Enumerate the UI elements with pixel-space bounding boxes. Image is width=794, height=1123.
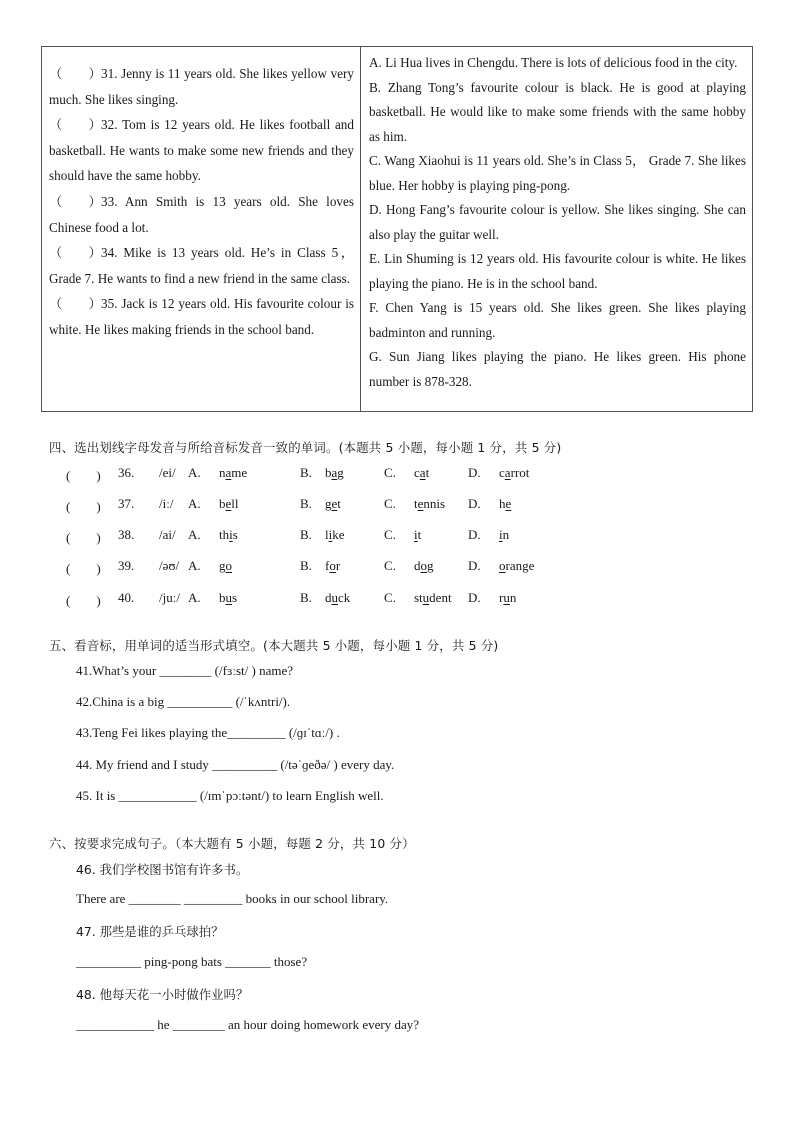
question-32: （ ）32. Tom is 12 years old. He likes football and basketball. He wants to make some new friends and they should have the same hobby. [49, 117, 354, 184]
option-label-d: D. [468, 465, 481, 480]
section-6-heading: 六、按要求完成句子。（本大题有 5 小题，每题 2 分，共 10 分） [49, 836, 415, 851]
word-part: ll [231, 496, 239, 511]
option-word-d [499, 558, 534, 574]
option-word-a [219, 558, 232, 574]
question-35: （ ）35. Jack is 12 years old. His favourite colour is white. He likes making friends in the school band. [49, 296, 354, 337]
word-part: ke [332, 527, 345, 542]
word-part: me [231, 465, 248, 480]
answer-paren: ( ) [66, 499, 101, 514]
option-label-d: D. [468, 527, 481, 542]
word-part: h [499, 496, 506, 511]
word-part: st [414, 590, 423, 605]
option-label-c: C. [384, 558, 396, 573]
option-word-d [499, 465, 529, 481]
option-c: C. Wang Xiaohui is 11 years old. She’s in Class 5， Grade 7. She likes blue. Her hobby is playing ping-pong. [369, 153, 746, 193]
section-5-heading: 五、看音标，用单词的适当形式填空。(本大题共 5 小题，每小题 1 分，共 5 分) [49, 638, 499, 653]
option-word-d [499, 496, 511, 512]
option-d: D. Hong Fang’s favourite colour is yellow. She likes singing. She can also play the guitar well. [369, 202, 746, 242]
word-part: c [414, 465, 420, 480]
option-word-c [414, 527, 421, 543]
word-part: n [219, 465, 226, 480]
word-part: b [219, 496, 226, 511]
word-part: dent [429, 590, 452, 605]
underlined-letter: u [422, 590, 430, 605]
word-part: s [232, 590, 238, 605]
word-part: g [219, 558, 226, 573]
question-number: 37. [118, 496, 135, 511]
word-part: r [335, 558, 341, 573]
word-part: b [219, 590, 226, 605]
option-label-c: C. [384, 496, 396, 511]
question-42: 42.China is a big __________ (/ˈkʌntri/). [76, 694, 291, 709]
question-46-english: There are ________ _________ books in our school library. [76, 891, 389, 906]
answer-paren: ( ) [66, 530, 101, 545]
word-part: g [337, 465, 344, 480]
option-g: G. Sun Jiang likes playing the piano. He likes green. His phone number is 878-328. [369, 349, 746, 389]
underlined-letter: o [420, 558, 427, 573]
word-part: range [505, 558, 535, 573]
option-label-a: A. [188, 590, 201, 605]
underlined-letter: e [225, 496, 232, 511]
option-word-b [325, 590, 350, 606]
answer-paren: ( ) [66, 561, 101, 576]
matching-options [361, 47, 752, 411]
word-part: t [425, 465, 430, 480]
option-label-c: C. [384, 590, 396, 605]
matching-table [41, 46, 753, 412]
question-46-chinese: 46. 我们学校图书馆有许多书。 [76, 862, 249, 877]
option-label-c: C. [384, 527, 396, 542]
question-45: 45. It is ____________ (/ɪmˈpɔːtənt/) to learn English well. [76, 788, 384, 803]
option-word-a [219, 465, 247, 481]
word-part: g [427, 558, 434, 573]
question-48-chinese: 48. 他每天花一小时做作业吗？ [76, 987, 249, 1002]
option-word-a [219, 527, 238, 543]
word-part: t [337, 496, 341, 511]
option-word-d [499, 527, 509, 543]
phonetic-symbol: /əʊ/ [159, 558, 180, 573]
question-31: （ ）31. Jenny is 11 years old. She likes yellow very much. She likes singing. [49, 66, 354, 107]
underlined-letter: o [499, 558, 506, 573]
option-word-d [499, 590, 516, 606]
underlined-letter: o [329, 558, 336, 573]
option-word-b [325, 558, 340, 574]
option-word-a [219, 496, 239, 512]
underlined-letter: e [417, 496, 424, 511]
question-number: 36. [118, 465, 135, 480]
underlined-letter: u [503, 590, 510, 605]
word-part: n [509, 590, 517, 605]
word-part: l [325, 527, 329, 542]
option-f: F. Chen Yang is 15 years old. She likes green. She likes playing badminton and running. [369, 300, 746, 340]
option-label-a: A. [188, 496, 201, 511]
option-word-b [325, 465, 344, 481]
option-label-a: A. [188, 465, 201, 480]
question-number: 40. [118, 590, 135, 605]
option-label-b: B. [300, 496, 312, 511]
option-a: A. Li Hua lives in Chengdu. There is lots of delicious food in the city. [369, 55, 738, 70]
word-part: d [325, 590, 332, 605]
word-part: s [232, 527, 238, 542]
underlined-letter: e [505, 496, 512, 511]
underlined-letter: e [331, 496, 338, 511]
underlined-letter: a [225, 465, 232, 480]
question-number: 39. [118, 558, 135, 573]
phonetic-symbol: /juː/ [159, 590, 180, 605]
word-part: nnis [423, 496, 446, 511]
option-word-b [325, 527, 345, 543]
option-word-c [414, 465, 429, 481]
question-33: （ ）33. Ann Smith is 13 years old. She loves Chinese food a lot. [49, 193, 354, 235]
underlined-letter: a [331, 465, 338, 480]
phonetic-symbol: /iː/ [159, 496, 174, 511]
question-41: 41.What’s your ________ (/fɜːst/ ) name? [76, 663, 294, 678]
option-label-b: B. [300, 558, 312, 573]
option-label-c: C. [384, 465, 396, 480]
question-34: （ ）34. Mike is 13 years old. He’s in Class 5，Grade 7. He wants to find a new friend in the same class. [49, 245, 354, 286]
word-part: ck [338, 590, 351, 605]
option-label-d: D. [468, 558, 481, 573]
option-label-a: A. [188, 527, 201, 542]
phonetic-symbol: /ai/ [159, 527, 176, 542]
option-label-d: D. [468, 496, 481, 511]
option-word-c [414, 496, 445, 512]
underlined-letter: o [225, 558, 232, 573]
word-part: t [417, 527, 422, 542]
question-43: 43.Teng Fei likes playing the_________ (/ɡɪˈtɑː/) . [76, 725, 340, 740]
underlined-letter: u [331, 590, 338, 605]
underlined-letter: i [328, 527, 333, 542]
option-label-a: A. [188, 558, 201, 573]
word-part: rrot [510, 465, 530, 480]
option-word-b [325, 496, 341, 512]
question-47-english: __________ ping-pong bats _______ those? [76, 954, 308, 969]
word-part: n [502, 527, 510, 542]
option-label-b: B. [300, 590, 312, 605]
word-part: r [499, 590, 504, 605]
option-word-c [414, 590, 452, 606]
answer-paren: ( ) [66, 468, 101, 483]
phonetic-symbol: /ei/ [159, 465, 176, 480]
matching-questions [42, 47, 361, 411]
answer-paren: ( ) [66, 593, 101, 608]
underlined-letter: a [419, 465, 426, 480]
option-b: B. Zhang Tong’s favourite colour is black. He is good at playing basketball. He would like to make some friends with the same hobby as him. [369, 79, 746, 144]
option-e: E. Lin Shuming is 12 years old. His favourite colour is white. He likes playing the piano. He is in the school band. [369, 251, 746, 291]
underlined-letter: a [504, 465, 511, 480]
question-47-chinese: 47. 那些是谁的乒乓球拍？ [76, 924, 224, 939]
word-part: th [219, 527, 230, 542]
question-44: 44. My friend and I study __________ (/təˈɡeðə/ ) every day. [76, 757, 395, 772]
option-label-d: D. [468, 590, 481, 605]
question-48-english: ____________ he ________ an hour doing homework every day? [76, 1017, 419, 1032]
underlined-letter: i [499, 527, 503, 542]
word-part: f [325, 558, 330, 573]
option-label-b: B. [300, 465, 312, 480]
question-number: 38. [118, 527, 135, 542]
word-part: t [414, 496, 418, 511]
section-4-heading: 四、选出划线字母发音与所给音标发音一致的单词。(本题共 5 小题，每小题 1 分，共 5 分) [49, 440, 562, 455]
option-word-c [414, 558, 434, 574]
word-part: c [499, 465, 505, 480]
word-part: d [414, 558, 421, 573]
option-word-a [219, 590, 237, 606]
underlined-letter: i [229, 527, 233, 542]
word-part: b [325, 465, 332, 480]
option-label-b: B. [300, 527, 312, 542]
word-part: g [325, 496, 332, 511]
underlined-letter: u [225, 590, 232, 605]
underlined-letter: i [414, 527, 418, 542]
